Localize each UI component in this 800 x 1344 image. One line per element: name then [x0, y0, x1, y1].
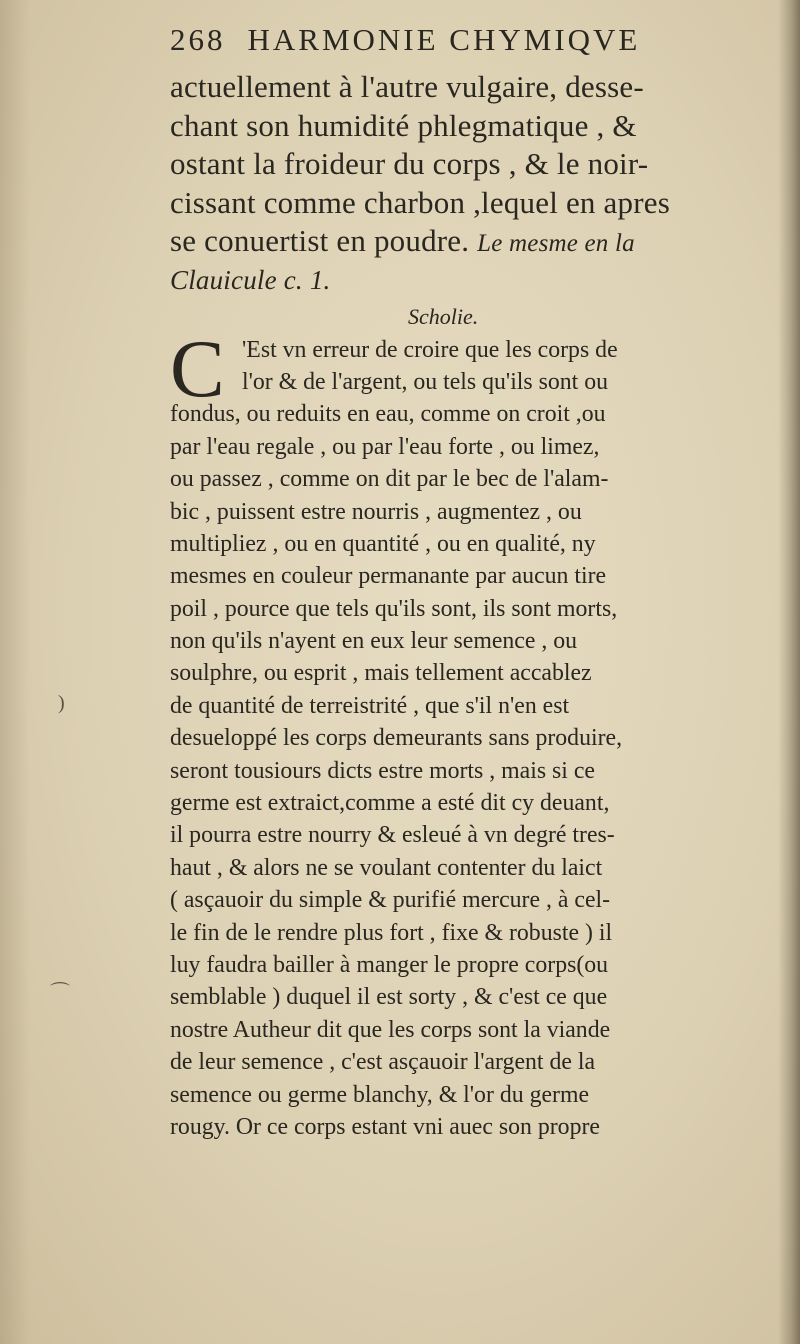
scholie-line: fondus, ou reduits en eau, comme on croit ,ou	[170, 401, 606, 428]
scholie-paragraph	[170, 322, 770, 1144]
scholie-line: bic , puissent estre nourris , augmentez , ou	[170, 498, 582, 525]
margin-mark: )	[58, 692, 65, 714]
scholie-line: ( asçauoir du simple & purifié mercure , à cel-	[170, 887, 611, 914]
page-number: 268	[170, 22, 226, 57]
scholie-line: semence ou germe blanchy, & l'or du germe	[170, 1081, 590, 1108]
scholie-line: non qu'ils n'ayent en eux leur semence , ou	[170, 628, 578, 655]
text-line-5	[170, 222, 770, 261]
margin-mark: ⌒	[50, 982, 70, 1004]
scholie-line: mesmes en couleur permanante par aucun tire	[170, 563, 607, 590]
scholie-line: nostre Autheur dit que les corps sont la viande	[170, 1016, 611, 1043]
scholie-heading: Scholie.	[408, 303, 479, 329]
scholie-line: multipliez , ou en quantité , ou en qualité, ny	[170, 530, 596, 557]
scholie-line: de quantité de terreistrité , que s'il n'en est	[170, 692, 570, 719]
text-line-5-body: se conuertist en poudre.	[170, 223, 470, 259]
scholie-line: de leur semence , c'est asçauoir l'argent de la	[170, 1049, 596, 1076]
drop-capital: C	[170, 322, 225, 414]
page-edge-shadow	[778, 0, 800, 1344]
scholie-line: seront tousiours dicts estre morts , mais si ce	[170, 757, 595, 784]
text-line-4: cissant comme charbon ,lequel en apres	[170, 184, 670, 220]
page-text	[170, 22, 770, 1143]
page-gutter-shadow	[0, 0, 30, 1344]
scholie-line: il pourra estre nourry & esleué à vn degré tres-	[170, 822, 615, 849]
scholie-line: germe est extraict,comme a esté dit cy deuant,	[170, 790, 610, 817]
scholie-line: luy faudra bailler à manger le propre corps(ou	[170, 951, 609, 978]
running-title: HARMONIE CHYMIQVE	[247, 22, 641, 57]
scholie-line: desueloppé les corps demeurants sans produire,	[170, 725, 623, 752]
running-header	[170, 22, 770, 68]
scholie-line: l'or & de l'argent, ou tels qu'ils sont ou	[242, 368, 609, 395]
text-line-2: chant son humidité phlegmatique , &	[170, 107, 637, 143]
scholie-line: rougy. Or ce corps estant vni auec son propre	[170, 1113, 600, 1140]
scholie-line: par l'eau regale , ou par l'eau forte , ou limez,	[170, 433, 600, 460]
citation-prefix: Le mesme en la	[477, 230, 635, 258]
scholie-line: poil , pource que tels qu'ils sont, ils sont morts,	[170, 595, 618, 622]
scholie-line: ou passez , comme on dit par le bec de l'alam-	[170, 466, 609, 493]
scholie-line: soulphre, ou esprit , mais tellement accablez	[170, 660, 592, 687]
scholie-line: haut , & alors ne se voulant contenter du laict	[170, 854, 603, 881]
scholie-line: semblable ) duquel il est sorty , & c'est ce que	[170, 984, 608, 1011]
scholie-line: 'Est vn erreur de croire que les corps de	[242, 336, 618, 363]
text-line-3: ostant la froideur du corps , & le noir-	[170, 146, 649, 182]
text-line-1: actuellement à l'autre vulgaire, desse-	[170, 69, 644, 104]
scholie-line: le fin de le rendre plus fort , fixe & robuste ) il	[170, 919, 613, 946]
citation-line: Clauicule c. 1.	[170, 264, 331, 295]
